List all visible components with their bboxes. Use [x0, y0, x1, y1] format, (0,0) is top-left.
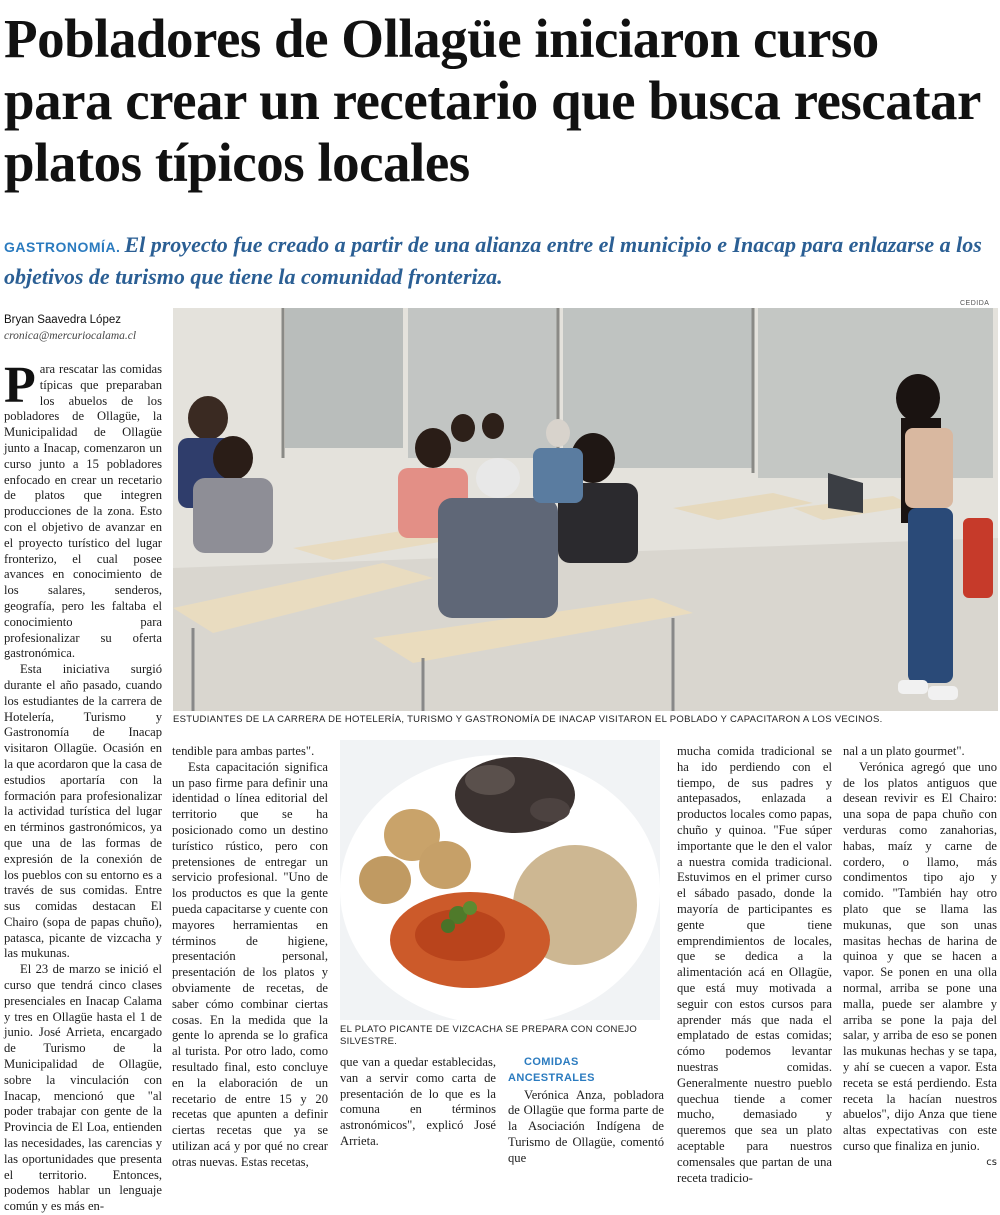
author-email: cronica@mercuriocalama.cl [4, 330, 137, 342]
paragraph-text: Verónica agregó que uno de los platos antiguos que desean revivir es El Chairo: una sopa de papa chuño con verduras como zanahorias, habas, maíz y carne de cordero, o llamo, más condimentos tipo ajo y comido. "También hay otro plato que se llama las mukunas, que son unas masitas hechas de harina de quinoa y que se hacen a vapor. Se ponen en una olla normal, arriba se pone una malla, puede ser alambre y arriba se pone la paja del salar, y arriba de eso se ponen las mukunas hechas y se tapa, y ahí se cuecen a vapor. Esta receta se está perdiendo. Esta receta la hacían nuestros abuelos", dijo Anza que tiene altas expectativas con este curso que finaliza en junio. [843, 759, 997, 1153]
paragraph: tendible para ambas partes". [172, 744, 315, 758]
article-column-3 [340, 1055, 496, 1150]
classroom-photo-caption: ESTUDIANTES DE LA CARRERA DE HOTELERÍA, TURISMO Y GASTRONOMÍA DE INACAP VISITARON EL POBLADO Y CAPACITARON A LOS VECINOS. [173, 714, 883, 725]
lead-text: El proyecto fue creado a partir de una alianza entre el municipio e Inacap para enlazarse a los objetivos de turismo que tiene la comunidad fronteriza. [4, 232, 982, 289]
article-headline: Pobladores de Ollagüe iniciaron curso para crear un recetario que busca rescatar platos típicos locales [4, 8, 980, 193]
dish-photo [340, 740, 660, 1020]
article-column-6 [843, 744, 997, 1171]
paragraph: nal a un plato gourmet". [843, 744, 965, 758]
paragraph: El 23 de marzo se inició el curso que tendrá cinco clases presenciales en Inacap Calama y tres en Ollagüe hasta el 1 de junio. José Arrieta, encargado de Turismo de la Municipalidad de Ollagüe, sobre la vinculación con Inacap, mencionó que "al poder trabajar con gente de la Provincia de El Loa, entienden las necesidades, las carencias y las oportunidades que presenta el territorio. Entonces, podemos hablar un lenguaje común y es más en- [4, 962, 162, 1214]
paragraph: Esta iniciativa surgió durante el año pasado, cuando los estudiantes de la carrera de Hotelería, Turismo y Gastronomía de Inacap visitaron Ollagüe. Ocasión en la que acordaron que la casa de estudios aportaría con la formación para profesionalizar la actividad turística del lugar en términos gastronómicos, ya que una de las formas de expresión de la conexión de los pueblos con su entorno es a través de sus comidas. Entre sus comidas destacan El Chairo (sopa de papas chuño), patasca, picante de vizcacha y las mukunas. [4, 662, 162, 961]
article-lead [4, 230, 994, 292]
drop-cap: P [4, 357, 36, 414]
photo-credit: CEDIDA [960, 300, 990, 307]
article-column-4 [508, 1055, 664, 1167]
paragraph [843, 759, 997, 1168]
paragraph-text: ara rescatar las comidas típicas que preparaban los abuelos de los pobladores de Ollagüe, la Municipalidad de Ollagüe junto a Inacap, comenzaron un curso junto a 15 pobladores enfocado en crear un recetario de platos que integren producciones de la zona. Esto con el objetivo de avanzar en el proyecto turístico del lugar fronterizo, el cual posee avances en conocimiento de los salares, senderos, geografía, pero les faltaba el conocimiento para profesionalizar su oferta gastronómica. [4, 362, 162, 661]
paragraph: Esta capacitación significa un paso firme para definir una identidad o línea editorial del territorio que se ha posicionado como un destino turístico rústico, pero con pretensiones de entregar un servicio profesional. "Uno de los productos es que la gente pueda capacitarse y cuente con mayores herramientas en términos de higiene, presentación personal, presentación de los platos y obviamente de recetas, de saber cómo combinar ciertas cosas. En la medida que la gente lo aprenda se lo grafica al turista. Por otro lado, como resultado final, esto concluye en la elaboración de un recetario de entre 15 y 20 recetas que apunten a definir ciertas recetas que ya se utilizan acá y por qué no crear otras nuevas. Estas recetas, [172, 759, 328, 1169]
paragraph: que van a quedar establecidas, van a servir como carta de presentación de lo que es la comuna en términos astronómicos", explicó José Arrieta. [340, 1055, 496, 1148]
dish-photo-image [340, 740, 660, 1020]
end-mark-icon: cs [986, 1156, 997, 1168]
paragraph: Verónica Anza, pobladora de Ollagüe que forma parte de la Asociación Indígena de Turismo de Ollagüe, comentó que [508, 1087, 664, 1165]
byline [4, 312, 169, 344]
section-label: GASTRONOMÍA. [4, 239, 121, 255]
dish-photo-caption: EL PLATO PICANTE DE VIZCACHA SE PREPARA CON CONEJO SILVESTRE. [340, 1024, 638, 1047]
paragraph: mucha comida tradicional se ha ido perdiendo con el tiempo, de sus padres y antepasados, enlazada a productos locales como papas, chuño y quinoa. "Fue súper importante que le den el valor a nuestra comida tradicional. Estuvimos en el primer curso el sábado pasado, donde la mayoría de participantes es gente que tiene emprendimientos de locales, que se dedica a la alimentación acá en Ollagüe, que está muy motivada a seguir con estos cursos para aprender más que nada el emplatado de estas comidas; cómo podemos levantar nuestras comidas. Generalmente nuestro pueblo quechua tiende a comer mucho, demasiado y queremos que sea un plato aceptable para nuestros comensales que partan de una receta tradicio- [677, 744, 832, 1185]
article-column-2 [172, 744, 328, 1171]
article-column-5 [677, 744, 832, 1186]
author-name: Bryan Saavedra López [4, 314, 121, 326]
classroom-photo-image [173, 308, 998, 711]
article-column-1 [4, 357, 162, 1215]
subheading: COMIDAS ANCESTRALES [508, 1056, 595, 1084]
classroom-photo [173, 308, 998, 711]
paragraph [4, 357, 162, 662]
